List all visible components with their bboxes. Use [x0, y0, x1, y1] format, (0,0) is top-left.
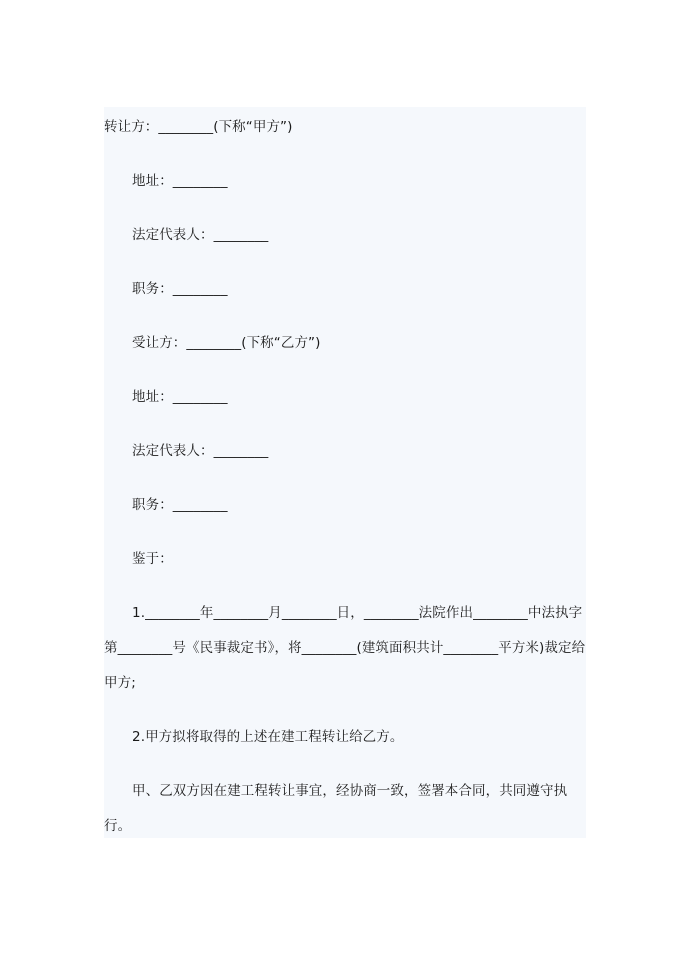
transferor-position: 职务：________: [132, 281, 228, 297]
transferee-address: 地址：________: [132, 389, 228, 405]
whereas-heading: 鉴于：: [132, 551, 173, 567]
whereas-clause-2: 2.甲方拟将取得的上述在建工程转让给乙方。: [132, 729, 404, 745]
whereas-clause-1: 1.________年________月________日，________法院作出________中法执字第________号《民事裁定书》，将________(建筑面积共计________平方米)裁定给甲方;: [104, 605, 586, 691]
document-page: [104, 107, 586, 838]
transferee-line: 受让方：________(下称“乙方”): [132, 335, 321, 351]
transferor-line: 转让方：________(下称“甲方”): [104, 119, 293, 135]
transferor-address: 地址：________: [132, 173, 228, 189]
transferee-legal-rep: 法定代表人：________: [132, 443, 269, 459]
transferee-position: 职务：________: [132, 497, 228, 513]
agreement-statement: 甲、乙双方因在建工程转让事宜，经协商一致，签署本合同，共同遵守执行。: [104, 783, 568, 834]
transferor-legal-rep: 法定代表人：________: [132, 227, 269, 243]
